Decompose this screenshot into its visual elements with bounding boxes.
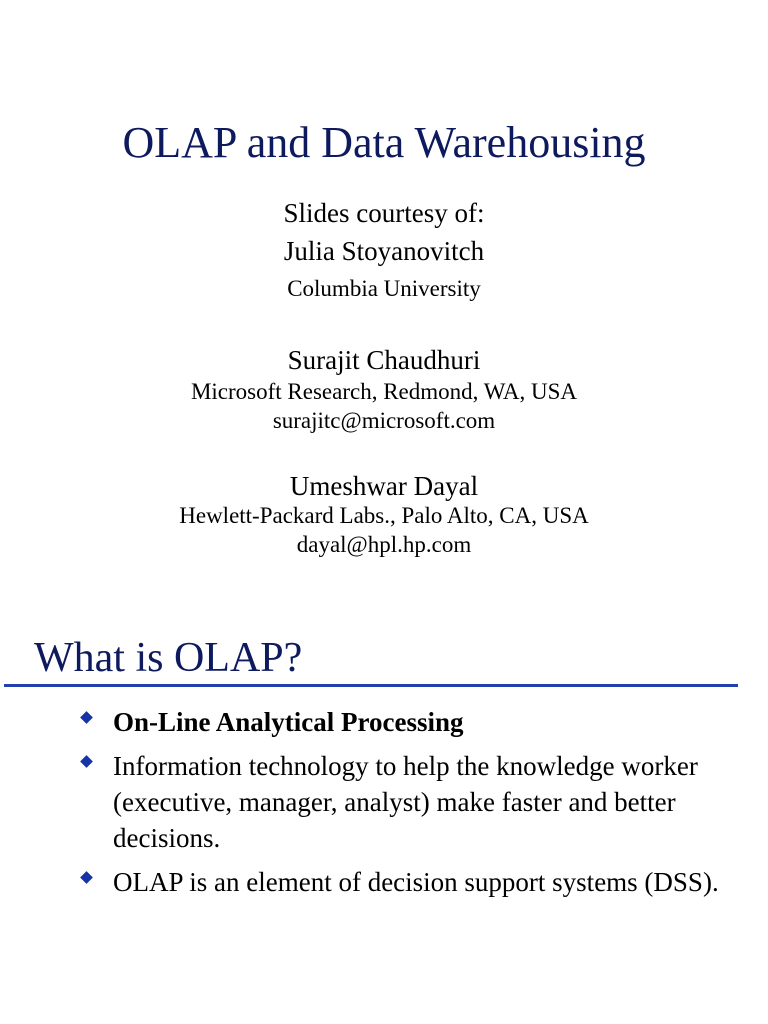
what-is-olap-slide — [0, 600, 768, 1024]
heading-divider — [4, 684, 738, 687]
courtesy-label: Slides courtesy of: — [283, 198, 485, 228]
bullet-text: OLAP is an element of decision support systems (DSS). — [113, 867, 719, 897]
author-affiliation-2: Microsoft Research, Redmond, WA, USA — [190, 379, 578, 404]
slide-title: OLAP and Data Warehousing — [122, 118, 646, 167]
bullet-text: On-Line Analytical Processing — [113, 707, 464, 737]
author-email-3: dayal@hpl.hp.com — [296, 532, 472, 557]
author-name-1: Julia Stoyanovitch — [283, 236, 485, 266]
bullet-text: Information technology to help the knowledge worker (executive, manager, analyst) make faster and better decisions. — [113, 751, 698, 853]
author-name-2: Surajit Chaudhuri — [287, 345, 481, 375]
diamond-bullet-icon — [80, 755, 93, 768]
diamond-bullet-icon — [80, 871, 93, 884]
author-affiliation-1: Columbia University — [287, 276, 481, 301]
diamond-bullet-icon — [80, 711, 93, 724]
slide-heading: What is OLAP? — [34, 635, 303, 681]
author-email-2: surajitc@microsoft.com — [272, 408, 496, 433]
author-name-3: Umeshwar Dayal — [289, 471, 479, 501]
author-affiliation-3: Hewlett-Packard Labs., Palo Alto, CA, USA — [179, 503, 589, 528]
